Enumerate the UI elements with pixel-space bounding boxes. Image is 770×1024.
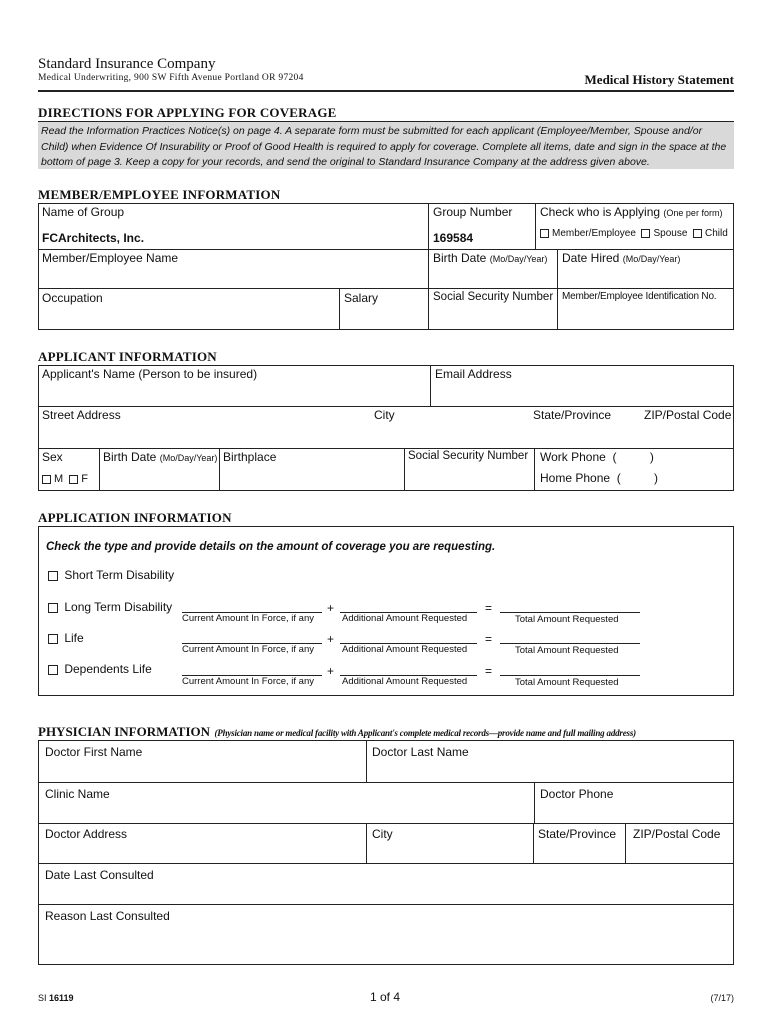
employee-name-label: Member/Employee Name (42, 251, 179, 265)
doctor-address-field[interactable] (38, 823, 367, 864)
form-id: SI 16119 (38, 993, 74, 1003)
applicant-name-label: Applicant's Name (Person to be insured) (42, 367, 258, 381)
group-number-label: Group Number (433, 205, 513, 219)
dependents-additional-caption: Additional Amount Requested (342, 676, 468, 687)
directions-heading: DIRECTIONS FOR APPLYING FOR COVERAGE (38, 105, 337, 120)
physician-heading-note: (Physician name or medical facility with Applicant's complete medical records—provide name and full mailing address) (214, 728, 636, 738)
directions-text: Read the Information Practices Notice(s) on page 4. A separate form must be submitted for each applicant (Employee/Member, Spouse and/or Child) when Evidence Of Insurability or Proof of Good Health is required to apply for coverage. Complete all items, date and sign in the space at the bottom of page 3. Keep a copy for your records, and send the original to Standard Insurance Company at the address given above. (41, 125, 727, 168)
doctor-zip-field[interactable] (625, 823, 734, 864)
application-box (38, 526, 734, 696)
phone-field[interactable] (534, 448, 734, 491)
company-address: Medical Underwriting, 900 SW Fifth Avenue Portland OR 97204 (38, 73, 304, 83)
member-birth-date-label: Birth Date (Mo/Day/Year) (433, 251, 548, 265)
dependents-current-caption: Current Amount In Force, if any (182, 676, 315, 687)
applicant-birth-date-field[interactable] (99, 448, 220, 491)
physician-heading: PHYSICIAN INFORMATION (38, 724, 211, 739)
member-ssn-field[interactable] (428, 288, 558, 330)
std-option: Short Term Disability (48, 568, 174, 582)
date-last-consulted-label: Date Last Consulted (45, 868, 154, 882)
home-phone-label: Home Phone ( ) (540, 471, 659, 485)
group-number-value: 169584 (433, 231, 474, 245)
name-of-group-value: FCArchitects, Inc. (42, 231, 145, 245)
doctor-city-field[interactable] (366, 823, 534, 864)
applicant-name-field[interactable] (38, 365, 431, 407)
doctor-state-label: State/Province (538, 827, 617, 841)
dependents-life-checkbox[interactable] (48, 665, 58, 675)
email-field[interactable] (430, 365, 734, 407)
street-address-label: Street Address (42, 408, 121, 422)
ltd-additional-caption: Additional Amount Requested (342, 613, 468, 624)
sex-options: M F (42, 473, 88, 485)
doctor-city-label: City (372, 827, 393, 841)
child-checkbox[interactable] (693, 229, 702, 238)
member-employee-checkbox[interactable] (540, 229, 549, 238)
salary-label: Salary (344, 291, 379, 305)
applicant-ssn-label: Social Security Number (408, 450, 529, 462)
date-hired-label: Date Hired (Mo/Day/Year) (562, 251, 681, 265)
work-phone-label: Work Phone ( ) (540, 450, 654, 464)
ltd-plus: + (327, 601, 335, 615)
applicant-city-label: City (374, 408, 395, 422)
application-instruction: Check the type and provide details on the amount of coverage you are requesting. (46, 541, 496, 553)
clinic-name-field[interactable] (38, 782, 535, 824)
life-option: Life (48, 631, 84, 645)
company-name: Standard Insurance Company (38, 56, 216, 72)
ltd-option: Long Term Disability (48, 600, 172, 614)
ltd-equals: = (485, 601, 493, 615)
applicant-ssn-field[interactable] (404, 448, 535, 491)
life-additional-caption: Additional Amount Requested (342, 644, 468, 655)
sex-label: Sex (42, 450, 63, 464)
applicant-heading: APPLICANT INFORMATION (38, 349, 217, 364)
employee-name-field[interactable] (38, 249, 429, 289)
occupation-label: Occupation (42, 291, 103, 305)
date-hired-field[interactable] (557, 249, 734, 289)
dependents-life-option: Dependents Life (48, 662, 152, 676)
dependents-equals: = (485, 664, 493, 678)
doctor-zip-label: ZIP/Postal Code (633, 827, 721, 841)
life-plus: + (327, 632, 335, 646)
applicant-zip-label: ZIP/Postal Code (644, 408, 732, 422)
birthplace-field[interactable] (219, 448, 405, 491)
doctor-phone-field[interactable] (534, 782, 734, 824)
member-id-label: Member/Employee Identification No. (562, 291, 717, 302)
check-who-label: Check who is Applying (One per form) (540, 205, 723, 219)
name-of-group-label: Name of Group (42, 205, 125, 219)
applicant-state-label: State/Province (533, 408, 612, 422)
salary-field[interactable] (339, 288, 429, 330)
directions-box (38, 121, 734, 169)
life-current-caption: Current Amount In Force, if any (182, 644, 315, 655)
ltd-total-line[interactable] (500, 612, 640, 613)
reason-last-consulted-label: Reason Last Consulted (45, 909, 170, 923)
physician-heading-row (38, 723, 636, 741)
sex-field (38, 448, 100, 491)
ltd-checkbox[interactable] (48, 603, 58, 613)
header-rule (38, 90, 734, 92)
reason-last-consulted-field[interactable] (38, 904, 734, 965)
date-last-consulted-field[interactable] (38, 863, 734, 905)
ltd-total-caption: Total Amount Requested (515, 614, 619, 625)
doctor-address-label: Doctor Address (45, 827, 128, 841)
std-checkbox[interactable] (48, 571, 58, 581)
sex-f-checkbox[interactable] (69, 475, 78, 484)
member-id-field[interactable] (557, 288, 734, 330)
doctor-state-field[interactable] (533, 823, 626, 864)
sex-m-checkbox[interactable] (42, 475, 51, 484)
form-title: Medical History Statement (584, 72, 734, 87)
doctor-first-name-label: Doctor First Name (45, 745, 143, 759)
member-ssn-label: Social Security Number (433, 291, 554, 303)
doctor-phone-label: Doctor Phone (540, 787, 614, 801)
doctor-last-name-field[interactable] (366, 740, 734, 783)
occupation-field[interactable] (38, 288, 340, 330)
life-total-caption: Total Amount Requested (515, 645, 619, 656)
applicant-birth-date-label: Birth Date (Mo/Day/Year) (103, 450, 218, 464)
clinic-name-label: Clinic Name (45, 787, 110, 801)
application-heading: APPLICATION INFORMATION (38, 510, 232, 525)
dependents-total-caption: Total Amount Requested (515, 677, 619, 688)
page-number: 1 of 4 (370, 990, 401, 1004)
applying-options: Member/Employee Spouse Child (540, 228, 728, 239)
life-total-line[interactable] (500, 643, 640, 644)
revision-date: (7/17) (710, 993, 734, 1003)
street-address-field[interactable] (38, 406, 734, 449)
doctor-first-name-field[interactable] (38, 740, 367, 783)
dependents-plus: + (327, 664, 335, 678)
life-checkbox[interactable] (48, 634, 58, 644)
birthplace-label: Birthplace (223, 450, 277, 464)
dependents-total-line[interactable] (500, 675, 640, 676)
member-birth-date-field[interactable] (428, 249, 558, 289)
applying-check-group (535, 203, 734, 250)
life-equals: = (485, 632, 493, 646)
member-heading: MEMBER/EMPLOYEE INFORMATION (38, 187, 281, 202)
ltd-current-caption: Current Amount In Force, if any (182, 613, 315, 624)
group-number-field[interactable] (428, 203, 536, 250)
email-label: Email Address (435, 367, 512, 381)
spouse-checkbox[interactable] (641, 229, 650, 238)
name-of-group-field[interactable] (38, 203, 429, 250)
doctor-last-name-label: Doctor Last Name (372, 745, 469, 759)
